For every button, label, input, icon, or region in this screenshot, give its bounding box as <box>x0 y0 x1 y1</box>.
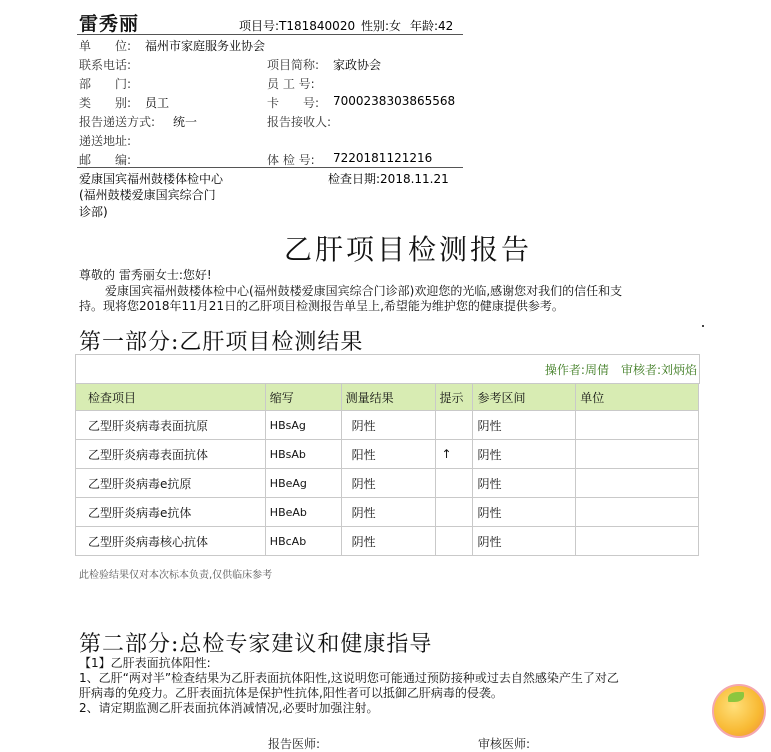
cell-result: 阴性 <box>341 411 435 440</box>
cell-hint-up-arrow: ↑ <box>435 440 473 469</box>
part2-title: 第二部分:总检专家建议和健康指导 <box>79 632 433 657</box>
col-abbr: 缩写 <box>265 384 341 411</box>
center-line-1: 爱康国宾福州鼓楼体检中心 <box>79 172 224 186</box>
intro-line-2: 持。现将您2018年11月21日的乙肝项目检测报告单呈上,希望能为维护您的健康提供参考。 <box>79 299 564 313</box>
cell-unit <box>576 527 699 556</box>
cell-reference: 阴性 <box>473 440 576 469</box>
receiver-label: 报告接收人: <box>267 115 332 129</box>
delivery-value: 统一 <box>173 115 198 129</box>
cell-item: 乙型肝炎病毒表面抗原 <box>76 411 266 440</box>
advice-line-1: 1、乙肝“两对半”检查结果为乙肝表面抗体阳性,这说明您可能通过预防接种或过去自然感染产生了对乙 <box>79 671 619 685</box>
cell-unit <box>576 469 699 498</box>
cell-abbr: HBeAg <box>265 469 341 498</box>
cell-item: 乙型肝炎病毒e抗体 <box>76 498 266 527</box>
cell-hint <box>435 411 473 440</box>
report-title: 乙肝项目检测报告 <box>284 233 533 266</box>
cell-unit <box>576 498 699 527</box>
col-item: 检查项目 <box>76 384 266 411</box>
table-row <box>76 527 699 556</box>
cell-unit <box>576 440 699 469</box>
greeting: 尊敬的 雷秀丽女士:您好! <box>79 268 212 282</box>
intro-line-1: 爱康国宾福州鼓楼体检中心(福州鼓楼爱康国宾综合门诊部)欢迎您的光临,感谢您对我们的信任和支 <box>105 284 623 298</box>
unit-label: 单 位: <box>79 39 132 53</box>
exam-no-label: 体 检 号: <box>267 153 315 167</box>
col-hint: 提示 <box>435 384 473 411</box>
delivery-label: 报告递送方式: <box>79 115 156 129</box>
cell-hint <box>435 498 473 527</box>
watermark-logo-icon <box>712 684 766 738</box>
cell-hint <box>435 469 473 498</box>
advice-item-heading: 【1】乙肝表面抗体阳性: <box>79 656 211 670</box>
cell-reference: 阴性 <box>473 469 576 498</box>
cell-result: 阴性 <box>341 527 435 556</box>
patient-name: 雷秀丽 <box>79 13 140 35</box>
cell-reference: 阴性 <box>473 411 576 440</box>
header-divider <box>77 34 463 35</box>
phone-label: 联系电话: <box>79 58 132 72</box>
cell-item: 乙型肝炎病毒表面抗体 <box>76 440 266 469</box>
category-label: 类 别: <box>79 96 132 110</box>
zip-label: 邮 编: <box>79 153 132 167</box>
cell-result: 阴性 <box>341 469 435 498</box>
cell-abbr: HBeAb <box>265 498 341 527</box>
table-row <box>76 411 699 440</box>
gender: 性别:女 <box>361 19 402 33</box>
cell-hint <box>435 527 473 556</box>
card-value: 7000238303865568 <box>333 94 456 108</box>
unit-value: 福州市家庭服务业协会 <box>145 39 266 53</box>
dept-label: 部 门: <box>79 77 132 91</box>
info-divider <box>77 167 463 168</box>
exam-date: 检查日期:2018.11.21 <box>328 172 449 186</box>
age: 年龄:42 <box>410 19 454 33</box>
cell-result: 阳性 <box>341 440 435 469</box>
employee-no-label: 员 工 号: <box>267 77 315 91</box>
col-reference: 参考区间 <box>473 384 576 411</box>
center-line-3: 诊部) <box>79 205 108 219</box>
part1-title: 第一部分:乙肝项目检测结果 <box>79 330 364 355</box>
cell-abbr: HBsAb <box>265 440 341 469</box>
cell-abbr: HBcAb <box>265 527 341 556</box>
operator-text: 操作者:周倩 审核者:刘炳焰 <box>544 363 697 377</box>
stray-dot <box>702 325 704 327</box>
results-table <box>75 383 699 556</box>
cell-reference: 阴性 <box>473 498 576 527</box>
address-label: 递送地址: <box>79 134 132 148</box>
col-unit: 单位 <box>576 384 699 411</box>
table-header-row <box>76 384 699 411</box>
advice-line-2: 肝病毒的免疫力。乙肝表面抗体是保护性抗体,阳性者可以抵御乙肝病毒的侵袭。 <box>79 686 503 700</box>
cell-item: 乙型肝炎病毒e抗原 <box>76 469 266 498</box>
project-short-value: 家政协会 <box>333 58 382 72</box>
category-value: 员工 <box>145 96 170 110</box>
cell-unit <box>576 411 699 440</box>
center-line-2: (福州鼓楼爱康国宾综合门 <box>79 188 216 202</box>
table-row <box>76 498 699 527</box>
leaf-icon <box>728 692 744 702</box>
project-short-label: 项目简称: <box>267 58 320 72</box>
col-result: 测量结果 <box>341 384 435 411</box>
operator-bar <box>75 354 700 384</box>
cell-result: 阴性 <box>341 498 435 527</box>
project-number: 项目号:T181840020 <box>239 19 356 33</box>
table-row <box>76 469 699 498</box>
table-note: 此检验结果仅对本次标本负责,仅供临床参考 <box>79 570 273 581</box>
cell-item: 乙型肝炎病毒核心抗体 <box>76 527 266 556</box>
cell-abbr: HBsAg <box>265 411 341 440</box>
footer-doctor: 报告医师: <box>268 737 321 751</box>
advice-line-3: 2、请定期监测乙肝表面抗体消减情况,必要时加强注射。 <box>79 701 379 715</box>
cell-reference: 阴性 <box>473 527 576 556</box>
card-label: 卡 号: <box>267 96 320 110</box>
exam-no-value: 7220181121216 <box>333 151 433 165</box>
footer-reviewer: 审核医师: <box>478 737 531 751</box>
table-row <box>76 440 699 469</box>
